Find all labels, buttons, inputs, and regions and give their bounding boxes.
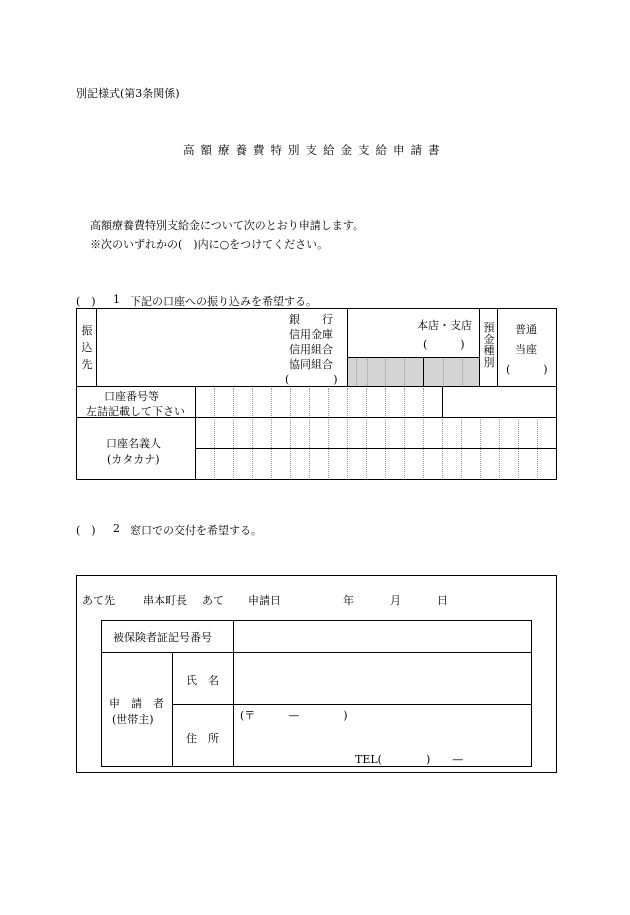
institution-paren[interactable]: ( ) [285, 373, 338, 386]
deposit-ordinary: 普通 [515, 323, 537, 336]
furikomisaki-label: 振 込 先 [81, 324, 93, 371]
account-number-label: 口座番号等 [104, 390, 159, 403]
intro-line-1: 高額療養費特別支給金について次のとおり申請します。 [90, 219, 364, 232]
insured-number-label: 被保険者証記号番号 [113, 631, 212, 644]
form-label: 別記様式(第3条関係) [76, 87, 180, 100]
name-label: 氏 名 [186, 674, 219, 687]
institution-shinkin: 信用金庫 [289, 328, 333, 341]
postal-code-field[interactable]: (〒 — ) [240, 709, 348, 722]
institution-bank: 銀 行 [289, 313, 333, 326]
addressee-ate: あて [202, 594, 224, 607]
application-date-label: 申請日 [248, 594, 281, 607]
date-month: 月 [390, 594, 401, 607]
deposit-paren[interactable]: ( ) [506, 363, 548, 376]
applicant-label: 申 請 者 [109, 697, 164, 710]
address-label: 住 所 [186, 732, 219, 745]
account-number-note: 左詰記載して下さい [86, 405, 185, 418]
insured-number-input[interactable] [234, 621, 531, 652]
branch-code-cell[interactable] [424, 357, 479, 386]
name-input[interactable] [234, 653, 531, 704]
tel-field[interactable]: TEL( ) — [355, 753, 464, 766]
option-1-text: 下記の口座への振り込みを希望する。 [130, 295, 317, 308]
deposit-type-label: 預 金 種 別 [483, 321, 495, 369]
intro-line-2: ※次のいずれかの( )内に○をつけてください。 [90, 238, 329, 251]
institution-shinkumi: 信用組合 [289, 343, 333, 356]
option-2-checkbox-paren[interactable]: ( ) [76, 524, 96, 537]
page-title: 高額療養費特別支給金支給申請書 [183, 143, 446, 157]
account-holder-label: 口座名義人 [106, 437, 161, 450]
account-holder-input[interactable] [196, 418, 556, 479]
addressee-label: あて先 [82, 594, 115, 607]
branch-paren[interactable]: ( ) [423, 338, 465, 351]
option-1-number: 1 [113, 293, 120, 306]
option-2-number: 2 [113, 522, 120, 535]
household-head-label: (世帯主) [112, 713, 154, 726]
option-2-text: 窓口での交付を希望する。 [130, 524, 262, 537]
account-holder-note: (カタカナ) [107, 453, 160, 466]
account-number-input[interactable] [196, 387, 442, 417]
deposit-current: 当座 [515, 343, 537, 356]
option-1-checkbox-paren[interactable]: ( ) [76, 295, 96, 308]
branch-label: 本店・支店 [417, 319, 472, 332]
date-year: 年 [343, 594, 354, 607]
date-day: 日 [437, 594, 448, 607]
institution-kyodo: 協同組合 [289, 358, 333, 371]
addressee-name: 串本町長 [143, 594, 187, 607]
